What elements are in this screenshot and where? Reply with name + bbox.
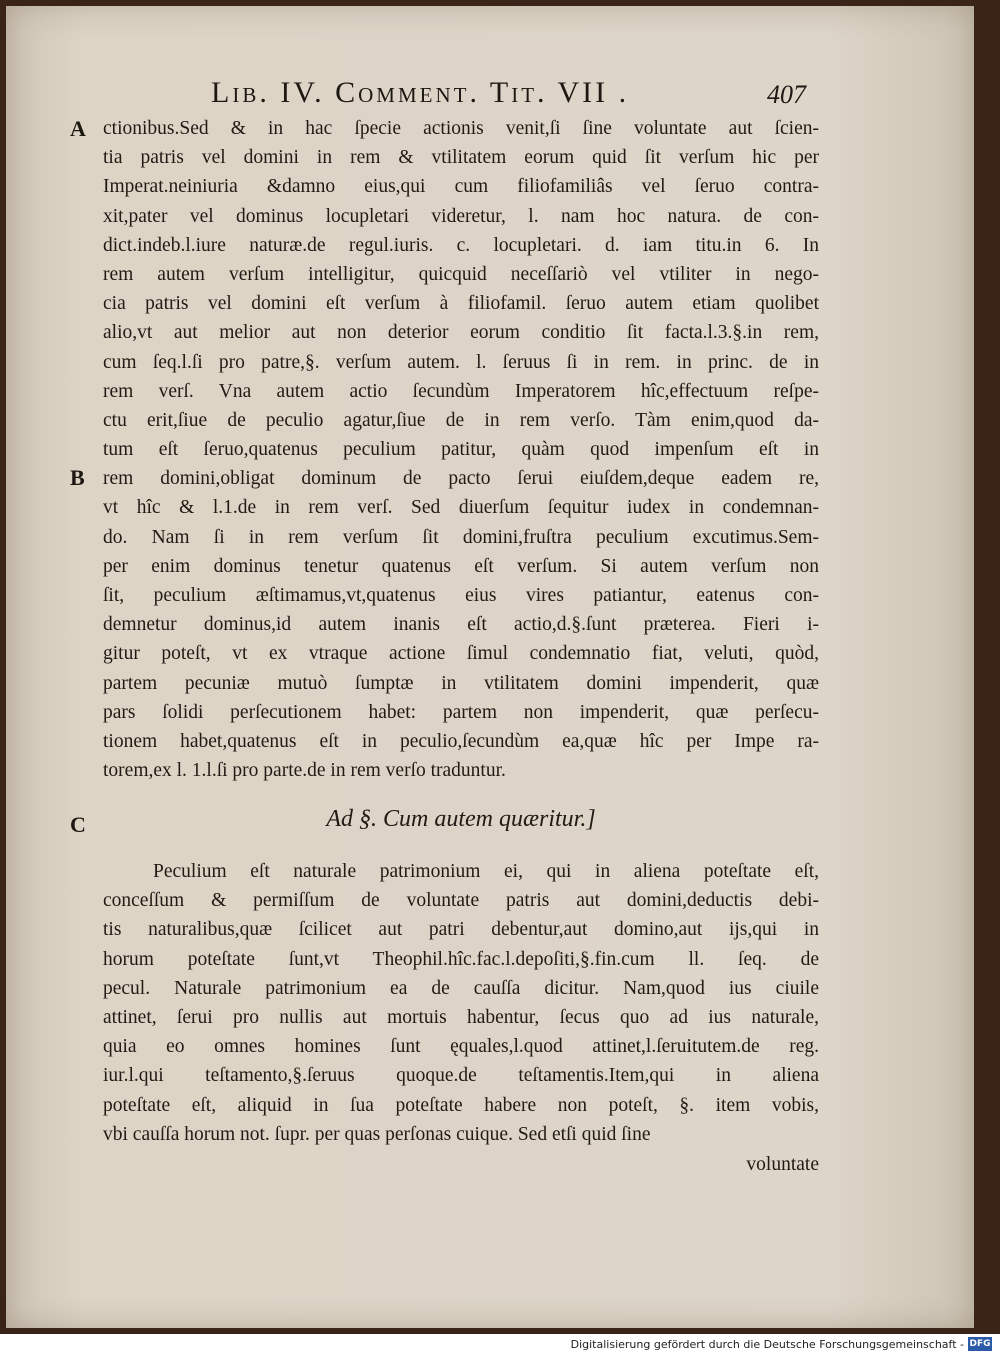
dfg-logo-icon: DFG <box>969 1339 991 1349</box>
book-page <box>6 6 974 1328</box>
text-line: tum eſt ſeruo,quatenus peculium patitur, quàm quod impenſum eſt in <box>103 439 819 461</box>
catchword-block <box>103 1150 819 1179</box>
paragraph-1 <box>103 114 819 785</box>
running-head: Lib. IV. Comment. Tit. VII . <box>211 76 630 109</box>
text-line: poteſtate eſt, aliquid in ſua poteſtate habere non poteſt, §. item vobis, <box>103 1094 819 1116</box>
text-line: cum ſeq.l.ſi pro patre,§. verſum autem. l. ſeruus ſi in rem. in princ. de in <box>103 351 819 373</box>
text-line: attinet, ſerui pro nullis aut mortuis habentur, ſecus quo ad ius naturale, <box>103 1006 819 1028</box>
text-line: quia eo omnes homines ſunt ęquales,l.quod attinet,l.ſeruitutem.de reg. <box>103 1036 819 1058</box>
text-line: cia patris vel domini eſt verſum à filiofamil. ſeruo autem etiam quolibet <box>103 293 819 315</box>
text-line: rem domini,obligat dominum de pacto ſerui eiuſdem,deque eadem re, <box>103 468 819 490</box>
text-line: vbi cauſſa horum not. ſupr. per quas perſonas cuique. Sed etſi quid ſine <box>103 1123 651 1145</box>
text-line: rem verſ. Vna autem actio ſecundùm Imperatorem hîc,effectuum reſpe- <box>103 380 819 402</box>
text-line: do. Nam ſi in rem verſum ſit domini,fruſtra peculium excutimus.Sem- <box>103 526 819 548</box>
text-line: dict.indeb.l.iure naturæ.de regul.iuris. c. locupletari. d. iam titu.in 6. In <box>103 234 819 256</box>
text-line: per enim dominus tenetur quatenus eſt verſum. Si autem verſum non <box>103 555 819 577</box>
text-line: gitur poteſt, vt ex vtraque actione ſimul condemnatio fiat, veluti, quòd, <box>103 643 819 665</box>
section-heading: Ad §. Cum autem quæritur.] <box>326 806 596 832</box>
margin-marker-b: B <box>70 465 85 490</box>
page-number: 407 <box>767 80 806 109</box>
text-line: ctionibus.Sed & in hac ſpecie actionis venit,ſi ſine voluntate aut ſcien- <box>103 118 819 139</box>
margin-marker-a: A <box>70 116 86 141</box>
text-line: horum poteſtate ſunt,vt Theophil.hîc.fac.l.depoſiti,§.fin.cum ll. ſeq. de <box>103 948 819 970</box>
text-line: ctu erit,ſiue de peculio agatur,ſiue de in rem verſo. Tàm enim,quod da- <box>103 409 819 431</box>
footer-bar <box>0 1334 1000 1356</box>
page-header <box>211 76 811 116</box>
text-line: partem pecuniæ mutuò ſumptæ in vtilitatem domini impenderit, quæ <box>103 672 819 694</box>
text-line: vt hîc & l.1.de in rem verſ. Sed diuerſum ſequitur iudex in condemnan- <box>103 497 819 519</box>
text-line: conceſſum & permiſſum de voluntate patris aut domini,deductis debi- <box>103 890 819 912</box>
text-line: tis naturalibus,quæ ſcilicet aut patri debentur,aut domino,aut ijs,qui in <box>103 919 819 941</box>
catchword: voluntate <box>746 1154 819 1175</box>
text-line: alio,vt aut melior aut non deterior eorum conditio ſit facta.l.3.§.in rem, <box>103 322 819 344</box>
text-line: demnetur dominus,id autem inanis eſt actio,d.§.ſunt præterea. Fieri i- <box>103 614 819 636</box>
text-line: torem,ex l. 1.l.ſi pro parte.de in rem verſo traduntur. <box>103 760 506 782</box>
paragraph-2 <box>103 857 819 1149</box>
text-line: ſit, peculium æſtimamus,vt,quatenus eius vires patiantur, eatenus con- <box>103 585 819 606</box>
text-line: rem autem verſum intelligitur, quicquid neceſſariò vel vtiliter in nego- <box>103 263 819 285</box>
margin-marker-c: C <box>70 812 86 837</box>
text-line: xit,pater vel dominus locupletari videretur, l. nam hoc natura. de con- <box>103 205 819 227</box>
text-line: Imperat.neiniuria &damno eius,qui cum filiofamiliâs vel ſeruo contra- <box>103 176 819 198</box>
text-line: tia patris vel domini in rem & vtilitatem eorum quid ſit verſum hic per <box>103 147 819 169</box>
text-line: Peculium eſt naturale patrimonium ei, qui in aliena poteſtate eſt, <box>153 861 819 882</box>
text-line: pars ſolidi perſecutionem habet: partem non impenderit, quæ perſecu- <box>103 701 819 723</box>
text-line: iur.l.qui teſtamento,§.ſeruus quoque.de teſtamentis.Item,qui in aliena <box>103 1065 819 1087</box>
text-line: pecul. Naturale patrimonium ea de cauſſa dicitur. Nam,quod ius ciuile <box>103 977 819 999</box>
text-line: tionem habet,quatenus eſt in peculio,ſecundùm ea,quæ hîc per Impe ra- <box>103 730 819 752</box>
funding-credit: Digitalisierung gefördert durch die Deutsche Forschungsgemeinschaft - <box>570 1338 964 1351</box>
